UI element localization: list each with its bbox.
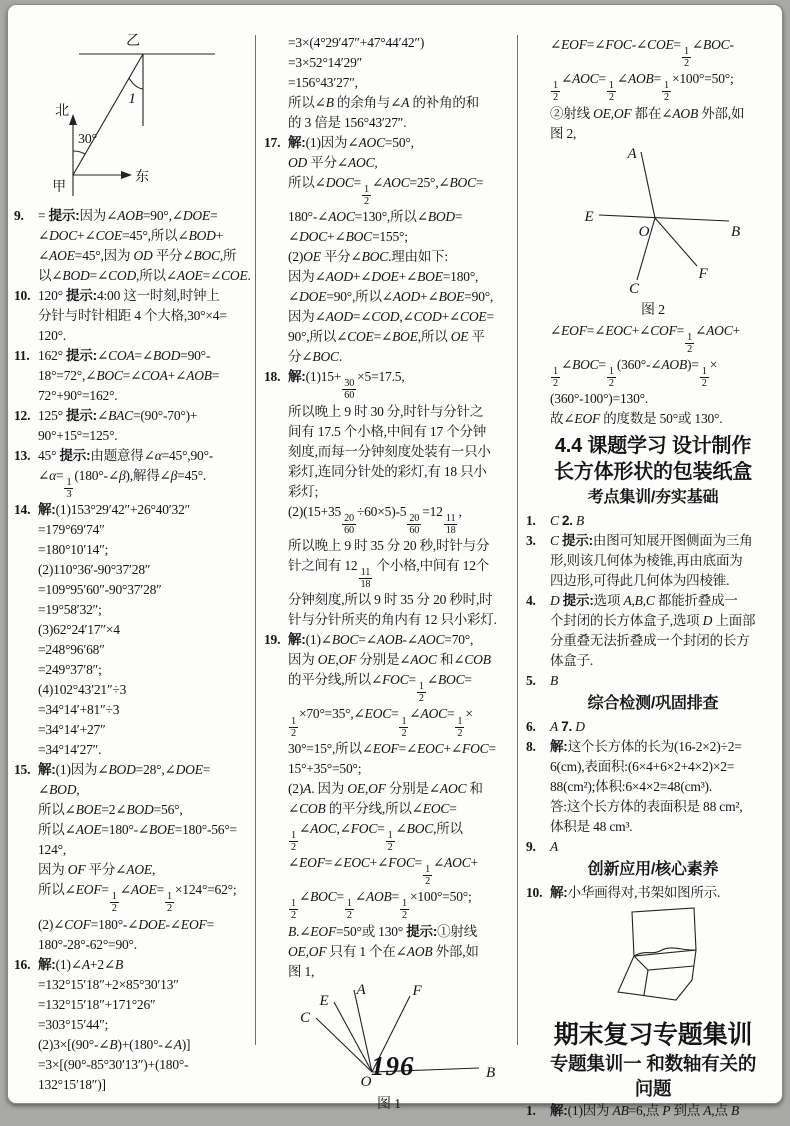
text-line: 15°+35°=50°; xyxy=(288,760,362,776)
figure-1-caption: 图 1 xyxy=(377,1096,401,1112)
text-line: 体积是 48 cm³. xyxy=(550,819,633,835)
solution-item xyxy=(14,500,252,760)
heading xyxy=(526,858,780,882)
heading xyxy=(526,433,780,485)
item-number: 9. xyxy=(526,839,536,855)
solution-item xyxy=(264,133,514,367)
text-line: =303°15′44″; xyxy=(38,1016,109,1032)
text-line: 问题 xyxy=(634,1078,672,1100)
heading xyxy=(526,486,780,510)
figure-2-caption: 图 2 xyxy=(641,302,665,318)
text-line: (2)(15+35 $\frac{20}{60}$ ÷60×5)-5 $\frac{20}{60}$ =12 $\frac{11}{18}$ , xyxy=(288,503,462,536)
continued-lines xyxy=(526,35,780,144)
text-line: 分∠BOC. xyxy=(288,349,343,365)
text-line: 分钟刻度,所以 9 时 35 分 20 秒时,时 xyxy=(288,592,493,608)
continued-lines xyxy=(526,321,780,430)
text-line: 所以晚上 9 时 35 分 20 秒,时针与分 xyxy=(288,537,490,553)
text-line: 解:(1)因为 AB=6,点 P 到点 A,点 B xyxy=(550,1103,739,1119)
fraction: $\frac{1}{3}$ xyxy=(66,477,72,501)
heading xyxy=(526,1019,780,1051)
fig1-label-O: O xyxy=(360,1073,372,1090)
text-line: ∠BOD, xyxy=(38,782,80,798)
fraction: $\frac{1}{2}$ xyxy=(553,365,558,390)
item-number: 14. xyxy=(14,502,31,518)
item-number: 15. xyxy=(14,762,31,778)
solution-item xyxy=(14,346,252,406)
text-line: 因为∠AOD=∠COD,∠COD+∠COE= xyxy=(288,309,494,325)
fraction: $\frac{1}{2}$ xyxy=(664,80,669,104)
book-page xyxy=(7,4,783,1119)
text-line: 132°15′18″)] xyxy=(38,1076,106,1092)
text-line: ∠DOE=90°,所以∠AOD+∠BOE=90°, xyxy=(288,289,494,305)
fig1-label-C: C xyxy=(300,1009,310,1026)
heading xyxy=(526,692,780,716)
solution-item xyxy=(14,760,252,954)
fig-nav-label-30deg: 30° xyxy=(78,132,97,147)
fraction: $\frac{1}{2}$ xyxy=(553,80,558,104)
text-line: 分重叠无法折叠成一个封闭的长方 xyxy=(550,633,750,649)
solution-item xyxy=(526,837,780,857)
fraction: $\frac{1}{2}$ xyxy=(291,898,296,922)
text-line: =132°15′18″+171°26″ xyxy=(38,996,156,1012)
fraction: $\frac{1}{2}$ xyxy=(683,46,689,70)
fraction: $\frac{1}{2}$ xyxy=(701,365,707,390)
text-line: $\frac{1}{2}$ ∠AOC= $\frac{1}{2}$ ∠AOB= $\frac{1}{2}$ ×100°=50°; xyxy=(553,71,734,104)
fraction: $\frac{1}{2}$ xyxy=(608,365,614,390)
text-line: ∠EOF=∠EOC+∠COF= $\frac{1}{2}$ ∠AOC+ xyxy=(550,322,740,355)
text-line: 124°, xyxy=(38,842,67,858)
text-line: 期末复习专题集训 xyxy=(553,1021,753,1050)
text-line: =3×52°14′29″ xyxy=(288,55,363,70)
text-line: $\frac{1}{2}$ ∠BOC= $\frac{1}{2}$ (360°-∠AOB)= $\frac{1}{2}$ × xyxy=(553,356,718,390)
text-line: =34°14′27″. xyxy=(38,742,102,758)
text-line: 个封闭的长方体盒子,选项 D 上面部 xyxy=(550,613,756,629)
text-line: (3)62°24′17″×4 xyxy=(38,622,120,638)
item-number: 11. xyxy=(14,348,30,363)
continued-lines xyxy=(264,33,514,133)
text-line: =19°58′32″; xyxy=(38,602,102,618)
fraction: $\frac{1}{2}$ xyxy=(291,829,296,853)
fraction: $\frac{1}{2}$ xyxy=(425,864,431,888)
text-line: $\frac{1}{2}$ ∠BOC= $\frac{1}{2}$ ∠AOB= $\frac{1}{2}$ ×100°=50°; xyxy=(291,889,472,922)
column-left xyxy=(14,29,252,1095)
solution-item xyxy=(526,737,780,837)
fig1-label-F: F xyxy=(412,982,422,999)
text-line: C 2. B xyxy=(550,513,585,529)
item-number: 4. xyxy=(526,593,536,609)
text-line: 所以∠EOF= $\frac{1}{2}$ ∠AOE= $\frac{1}{2}$ ×124°=62°; xyxy=(38,882,237,915)
text-line: 答:这个长方体的表面积是 88 cm², xyxy=(550,799,743,815)
text-line: B.∠EOF=50°或 130° 提示:①射线 xyxy=(288,923,478,939)
text-line: 125° 提示:∠BAC=(90°-70°)+ xyxy=(38,408,198,423)
text-line: D 提示:选项 A,B,C 都能折叠成一 xyxy=(550,593,738,609)
text-line: ∠DOC+∠BOC=155°; xyxy=(288,229,408,245)
fig2-label-F: F xyxy=(698,265,708,282)
text-line: 解:(1)∠A+2∠B xyxy=(38,956,124,972)
solution-item xyxy=(14,286,252,346)
text-line: 所以晚上 9 时 30 分,时针与分针之 xyxy=(288,403,484,419)
text-line: (2)110°36′-90°37′28″ xyxy=(38,562,151,578)
text-line: =180°10′14″; xyxy=(38,542,109,558)
text-line: 解:(1)153°29′42″+26°40′32″ xyxy=(38,502,191,518)
text-line: ②射线 OE,OF 都在∠AOB 外部,如 xyxy=(550,105,745,121)
text-line: 创新应用/核心素养 xyxy=(587,861,719,879)
item-number: 12. xyxy=(14,408,31,423)
item-number: 19. xyxy=(264,632,281,648)
item-number: 1. xyxy=(526,1103,536,1119)
fraction: $\frac{1}{2}$ xyxy=(291,715,296,739)
solution-item xyxy=(14,406,252,446)
text-line: OD 平分∠AOC, xyxy=(288,155,378,170)
text-line: 所以∠B 的余角与∠A 的补角的和 xyxy=(288,95,479,110)
fraction: $\frac{1}{2}$ xyxy=(402,898,407,922)
text-line: (2)OE 平分∠BOC.理由如下: xyxy=(288,249,448,265)
text-line: 120° 提示:4:00 这一时刻,时钟上 xyxy=(38,288,220,303)
item-number: 10. xyxy=(526,885,543,901)
heading xyxy=(526,1051,780,1101)
text-line: 针之间有 12 $\frac{11}{18}$ 个小格,中间有 12个 xyxy=(288,557,490,591)
text-line: 所以∠AOE=180°-∠BOE=180°-56°= xyxy=(38,822,237,838)
text-line: $\frac{1}{2}$ ×70°=35°,∠EOC= $\frac{1}{2}$ ∠AOC= $\frac{1}{2}$ × xyxy=(291,706,473,739)
text-line: 解:这个长方体的长为(16-2×2)÷2= xyxy=(550,739,742,755)
fig-nav-label-jia: 甲 xyxy=(52,180,66,195)
text-line: 体盒子. xyxy=(550,653,594,669)
text-line: =109°95′60″-90°37′28″ xyxy=(38,582,162,598)
item-number: 9. xyxy=(14,208,24,223)
fig2-label-O: O xyxy=(638,223,650,240)
page-number: 196 xyxy=(371,1051,415,1081)
text-line: =3×(4°29′47″+47°44′42″) xyxy=(288,35,425,50)
fig-nav-label-east: 东 xyxy=(135,170,149,185)
solution-item xyxy=(14,206,252,286)
fraction: $\frac{11}{18}$ xyxy=(360,566,371,591)
text-line: =34°14′+27″ xyxy=(38,722,106,738)
text-line: ∠AOE=45°,因为 OD 平分∠BOC,所 xyxy=(38,248,237,263)
column-middle xyxy=(264,33,514,1115)
text-line: =179°69′74″ xyxy=(38,522,105,538)
item-number: 5. xyxy=(526,673,536,689)
item-number: 8. xyxy=(526,739,536,755)
text-line: 的 3 倍是 156°43′27″. xyxy=(288,115,407,130)
fraction: $\frac{1}{2}$ xyxy=(401,715,407,739)
text-line: ∠DOC+∠COE=45°,所以∠BOD+ xyxy=(38,228,224,243)
text-line: $\frac{1}{2}$ ∠AOC,∠FOC= $\frac{1}{2}$ ∠BOC,所以 xyxy=(291,820,463,853)
text-line: = 提示:因为∠AOB=90°,∠DOE= xyxy=(38,208,218,223)
fraction: $\frac{30}{60}$ xyxy=(344,378,355,402)
text-line: 120°. xyxy=(38,328,67,343)
text-line: 分针与时针相距 4 个大格,30°×4= xyxy=(38,308,227,323)
item-number: 6. xyxy=(526,719,536,735)
text-line: 图 2, xyxy=(550,125,577,141)
solution-item xyxy=(526,671,780,691)
figure-navigation-diagram xyxy=(14,31,252,205)
text-line: (2)3×[(90°-∠B)+(180°-∠A)] xyxy=(38,1036,191,1052)
text-line: 所以∠DOC= $\frac{1}{2}$ ∠AOC=25°,∠BOC= xyxy=(288,175,484,208)
fig2-label-C: C xyxy=(629,280,639,297)
fig-nav-label-yi: 乙 xyxy=(126,34,140,49)
text-line: 因为 OF 平分∠AOE, xyxy=(38,862,156,878)
text-line: 45° 提示:由题意得∠α=45°,90°- xyxy=(38,448,214,463)
solution-item xyxy=(14,955,252,1095)
text-line: 的平分线,所以∠FOC= $\frac{1}{2}$ ∠BOC= xyxy=(288,672,472,705)
bookshelf-box-drawing xyxy=(578,905,728,1007)
fraction: $\frac{1}{2}$ xyxy=(364,184,369,208)
text-line: ∠COB 的平分线,所以∠EOC= xyxy=(288,800,457,816)
text-line: =156°43′27″, xyxy=(288,75,358,90)
text-line: (4)102°43′21″÷3 xyxy=(38,682,127,698)
item-number: 1. xyxy=(526,513,536,529)
fig2-label-E: E xyxy=(584,208,594,225)
text-line: 180°-28°-62°=90°. xyxy=(38,936,137,952)
text-line: A 7. D xyxy=(550,719,585,735)
text-line: 故∠EOF 的度数是 50°或 130°. xyxy=(550,411,723,427)
fraction: $\frac{1}{2}$ xyxy=(346,898,352,922)
fig-nav-label-north: 北 xyxy=(55,104,69,119)
text-line: 90°,所以∠COE=∠BOE,所以 OE 平 xyxy=(288,329,485,345)
text-line: 彩灯,连同分针处的彩灯,有 18 只小 xyxy=(288,463,487,479)
fraction: $\frac{1}{2}$ xyxy=(687,331,693,355)
text-line: 6(cm),表面积:(6×4+6×2+4×2)×2= xyxy=(550,759,735,775)
fraction: $\frac{11}{18}$ xyxy=(445,512,456,536)
text-line: (360°-100°)=130°. xyxy=(550,391,649,407)
text-line: 88(cm²);体积:6×4×2=48(cm³). xyxy=(550,779,713,795)
text-line: 刻度,而每一分钟刻度处装有一只小 xyxy=(288,443,491,459)
text-line: 因为∠AOD+∠DOE+∠BOE=180°, xyxy=(288,269,479,285)
text-line: 72°+90°=162°. xyxy=(38,388,118,403)
fig1-label-A: A xyxy=(356,981,366,998)
text-line: 长方体形状的包装纸盒 xyxy=(554,461,752,484)
fig1-label-E: E xyxy=(319,992,329,1009)
text-line: 解:(1)因为∠AOC=50°, xyxy=(288,135,414,150)
text-line: =3×[(90°-85°30′13″)+(180°- xyxy=(38,1056,189,1072)
figure-2 xyxy=(526,146,780,320)
text-line: =132°15′18″+2×85°30′13″ xyxy=(38,976,179,992)
figure-2-drawing xyxy=(533,145,773,297)
text-line: 间有 17.5 个小格,中间有 17 个分钟 xyxy=(288,423,487,439)
text-line: =249°37′8″; xyxy=(38,662,102,678)
solution-item xyxy=(526,717,780,737)
text-line: 彩灯; xyxy=(288,483,319,499)
text-line: 所以∠BOE=2∠BOD=56°, xyxy=(38,802,183,818)
text-line: C 提示:由图可知展开图侧面为三角 xyxy=(550,533,753,549)
text-line: 90°+15°=125°. xyxy=(38,428,118,443)
text-line: 4.4 课题学习 设计制作 xyxy=(554,435,752,458)
column-divider xyxy=(517,35,518,1045)
text-line: ∠EOF=∠FOC-∠COE= $\frac{1}{2}$ ∠BOC- xyxy=(550,37,734,70)
fraction: $\frac{1}{2}$ xyxy=(608,80,614,104)
fig2-label-B: B xyxy=(731,223,740,240)
item-number: 3. xyxy=(526,533,536,549)
text-line: A xyxy=(550,839,559,855)
fig-nav-label-angle1: 1 xyxy=(128,91,136,107)
text-line: =248°96′68″ xyxy=(38,642,105,658)
solution-item xyxy=(526,1101,780,1121)
text-line: 解:小华画得对,书架如图所示. xyxy=(550,885,721,901)
solution-item xyxy=(526,591,780,671)
item-number: 16. xyxy=(14,956,31,972)
text-line: ∠α= $\frac{1}{3}$ (180°-∠β),解得∠β=45°. xyxy=(38,468,207,501)
text-line: 针与分针所夹的角内有 12 只小彩灯. xyxy=(288,612,497,628)
text-line: OE,OF 只有 1 个在∠AOB 外部,如 xyxy=(288,943,479,959)
text-line: 形,则该几何体为棱锥,再由底面为 xyxy=(550,553,743,569)
item-number: 17. xyxy=(264,135,281,150)
text-line: 18°=72°,∠BOC=∠COA+∠AOB= xyxy=(38,368,220,383)
figure-bookshelf-box xyxy=(526,905,780,1013)
fraction: $\frac{20}{60}$ xyxy=(409,512,420,536)
text-line: 解:(1)因为∠BOD=28°,∠DOE= xyxy=(38,762,211,778)
column-divider xyxy=(255,35,256,1045)
solution-item xyxy=(526,511,780,531)
solution-item xyxy=(264,630,514,981)
solution-item xyxy=(526,531,780,591)
text-line: 162° 提示:∠COA=∠BOD=90°- xyxy=(38,348,211,363)
text-line: 以∠BOD=∠COD,所以∠AOE=∠COE. xyxy=(38,268,251,283)
text-line: ∠EOF=∠EOC+∠FOC= $\frac{1}{2}$ ∠AOC+ xyxy=(288,854,478,888)
figure-1 xyxy=(264,981,514,1114)
fraction: $\frac{1}{2}$ xyxy=(111,891,117,915)
text-line: 解:(1)15+ $\frac{30}{60}$ ×5=17.5, xyxy=(288,369,405,402)
item-number: 10. xyxy=(14,288,31,303)
fraction: $\frac{1}{2}$ xyxy=(457,715,463,739)
item-number: 13. xyxy=(14,448,31,463)
fraction: $\frac{1}{2}$ xyxy=(418,681,424,705)
fraction: $\frac{1}{2}$ xyxy=(166,891,172,915)
fraction: $\frac{20}{60}$ xyxy=(344,512,354,536)
fig2-label-A: A xyxy=(627,145,637,162)
solution-item xyxy=(526,883,780,903)
text-line: =34°14′+81″÷3 xyxy=(38,702,120,718)
text-line: 因为 OE,OF 分别是∠AOC 和∠COB xyxy=(288,652,491,668)
text-line: (2)A. 因为 OE,OF 分别是∠AOC 和 xyxy=(288,780,483,796)
text-line: 解:(1)∠BOC=∠AOB-∠AOC=70°, xyxy=(288,632,474,648)
text-line: 综合检测/巩固排查 xyxy=(587,695,719,713)
column-right xyxy=(526,35,780,1121)
fig1-label-B: B xyxy=(486,1064,495,1081)
solution-item xyxy=(264,367,514,630)
text-line: 专题集训一 和数轴有关的 xyxy=(549,1053,757,1075)
text-line: 30°=15°,所以∠EOF=∠EOC+∠FOC= xyxy=(288,740,496,756)
item-number: 18. xyxy=(264,369,281,385)
navigation-diagram-drawing xyxy=(23,31,243,199)
text-line: 考点集训/夯实基础 xyxy=(587,489,719,507)
text-line: 四边形,可得此几何体为四棱锥. xyxy=(550,573,730,589)
text-line: 图 1, xyxy=(288,963,315,979)
fraction: $\frac{1}{2}$ xyxy=(387,829,393,853)
solution-item xyxy=(14,446,252,500)
text-line: (2)∠COF=180°-∠DOE-∠EOF= xyxy=(38,916,214,932)
text-line: 180°-∠AOC=130°,所以∠BOD= xyxy=(288,209,463,225)
text-line: B xyxy=(550,673,559,689)
